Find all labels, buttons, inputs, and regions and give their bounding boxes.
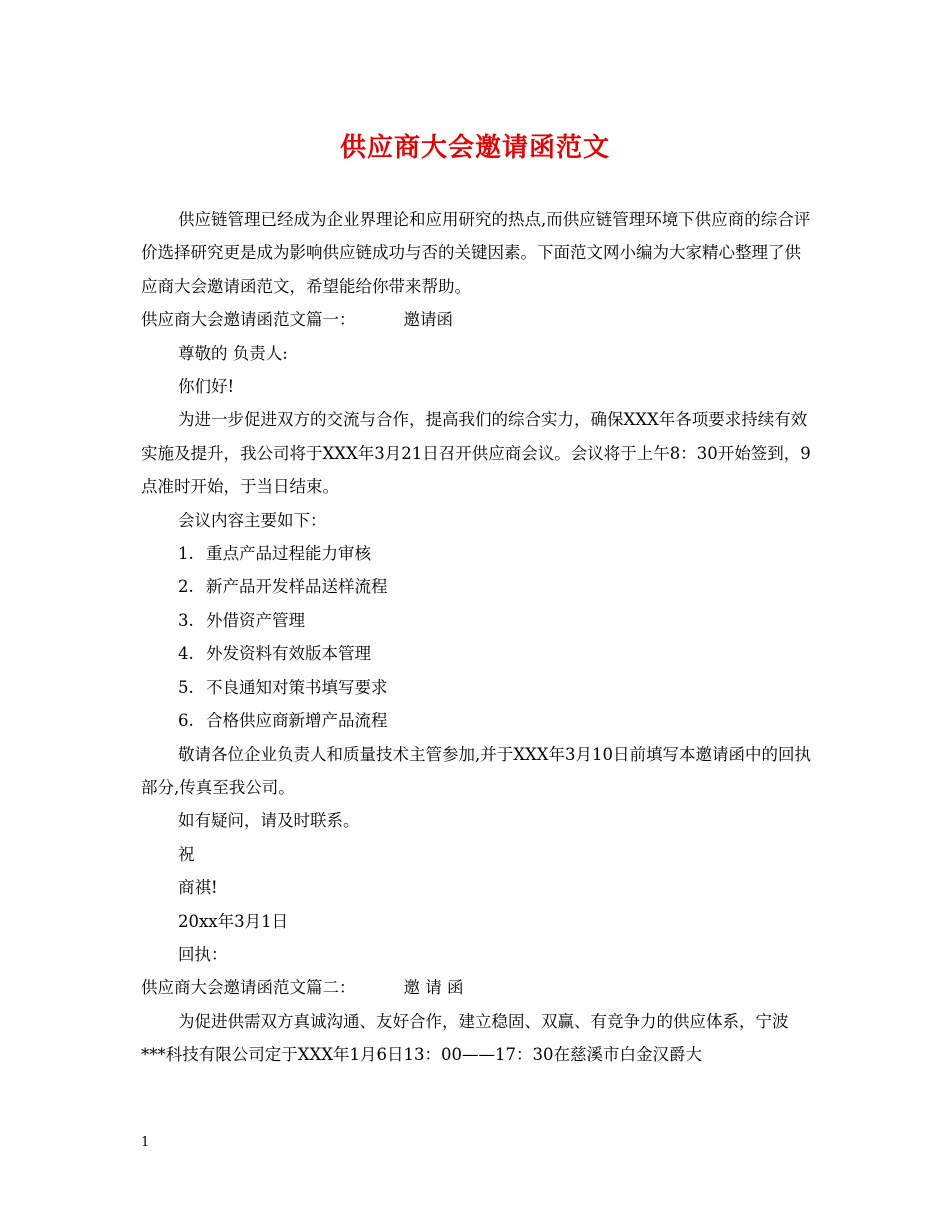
list-item (141, 637, 813, 670)
section1-paragraph-1: 为进一步促进双方的交流与合作，提高我们的综合实力，确保XXX年各项要求持续有效实施及提升，我公司将于XXX年3月21日召开供应商会议。会议将于上午8：30开始签到，9点准时开始，于当日结束。 (141, 410, 811, 497)
list-item (141, 604, 813, 637)
section1-heading-line (141, 303, 813, 336)
page-number: 1 (141, 1135, 150, 1150)
section2-heading-line (141, 971, 813, 1004)
list-item (141, 704, 813, 737)
list-item-text: 外发资料有效版本管理 (206, 644, 371, 664)
closing-line-1: 祝 (178, 844, 195, 864)
list-item (141, 570, 813, 603)
letter-date: 20xx年3月1日 (178, 911, 289, 931)
closing-line-2: 商祺! (178, 878, 218, 898)
section1-paragraph-3: 如有疑问，请及时联系。 (178, 811, 360, 831)
intro-paragraph: 供应链管理已经成为企业界理论和应用研究的热点,而供应链管理环境下供应商的综合评价选择研究更是成为影响供应链成功与否的关键因素。下面范文网小编为大家精心整理了供应商大会邀请函范文，希望能给你带来帮助。 (141, 210, 811, 296)
list-item (141, 537, 813, 570)
list-item-text: 合格供应商新增产品流程 (206, 711, 388, 731)
list-item (141, 671, 813, 704)
receipt-label: 回执： (178, 944, 228, 964)
greeting: 你们好! (178, 377, 235, 397)
salutation: 尊敬的 负责人: (178, 343, 288, 363)
document-title: 供应商大会邀请函范文 (339, 133, 610, 163)
list-item-text: 重点产品过程能力审核 (206, 544, 371, 564)
list-item-text: 外借资产管理 (206, 610, 305, 630)
list-item-number: 3. (178, 610, 194, 630)
section1-paragraph-2: 敬请各位企业负责人和质量技术主管参加,并于XXX年3月10日前填写本邀请函中的回执部分,传真至我公司。 (141, 744, 811, 797)
list-item-number: 4. (178, 644, 194, 664)
list-intro: 会议内容主要如下： (178, 510, 327, 530)
list-item-text: 新产品开发样品送样流程 (206, 577, 388, 597)
list-item-number: 6. (178, 711, 194, 731)
section1-heading-tail: 邀请函 (403, 310, 453, 330)
list-item-number: 5. (178, 677, 194, 697)
section2-paragraph-1: 为促进供需双方真诚沟通、友好合作，建立稳固、双赢、有竞争力的供应体系，宁波***科技有限公司定于XXX年1月6日13：00——17：30在慈溪市白金汉爵大 (141, 1011, 789, 1065)
list-item-text: 不良通知对策书填写要求 (206, 677, 388, 697)
section2-heading: 供应商大会邀请函范文篇二： (141, 978, 356, 998)
list-item-number: 1. (178, 544, 194, 564)
list-item-number: 2. (178, 577, 194, 597)
document-body (141, 203, 813, 1072)
section2-heading-tail: 邀 请 函 (403, 978, 464, 998)
section1-heading: 供应商大会邀请函范文篇一： (141, 310, 356, 330)
